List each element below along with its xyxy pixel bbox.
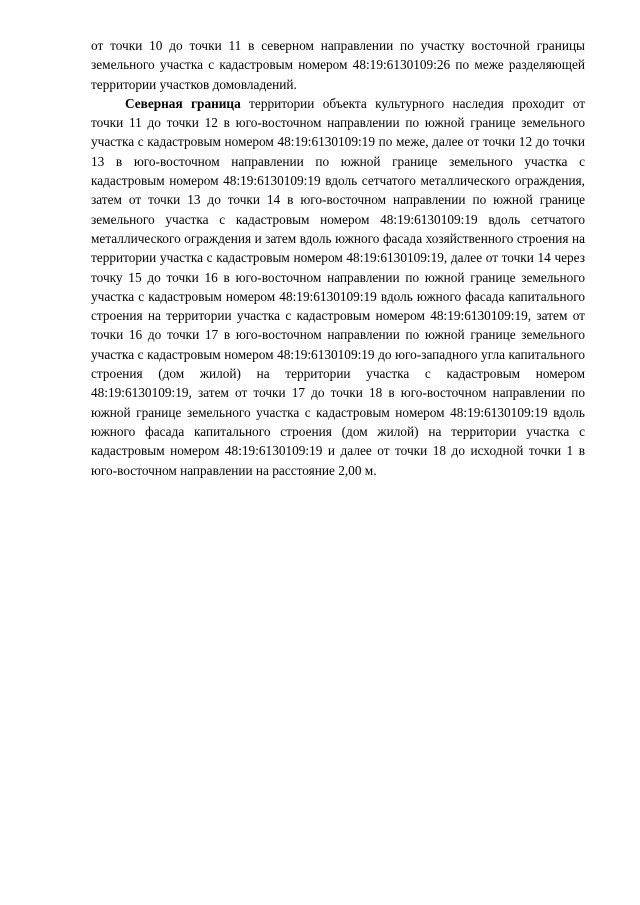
paragraph-north-boundary <box>91 94 585 480</box>
north-boundary-text: территории объекта культурного наследия проходит от точки 11 до точки 12 в юго-восточном направлении по южной границе земельного участка с кадастровым номером 48:19:6130109:19 по меже, далее от точки 12 до точки 13 в юго-восточном направлении по южной границе земельного участка с кадастровым номером 48:19:6130109:19 вдоль сетчатого металлического ограждения, затем от точки 13 до точки 14 в юго-восточном направлении по южной границе земельного участка с кадастровым номером 48:19:6130109:19 вдоль сетчатого металлического ограждения и затем вдоль южного фасада хозяйственного строения на территории участка с кадастровым номером 48:19:6130109:19, далее от точки 14 через точку 15 до точки 16 в юго-восточном направлении по южной границе земельного участка с кадастровым номером 48:19:6130109:19 вдоль южного фасада капитального строения на территории участка с кадастровым номером 48:19:6130109:19, затем от точки 16 до точки 17 в юго-восточном направлении по южной границе земельного участка с кадастровым номером 48:19:6130109:19 до юго-западного угла капитального строения (дом жилой) на территории участка с кадастровым номером 48:19:6130109:19, затем от точки 17 до точки 18 в юго-восточном направлении по южной границе земельного участка с кадастровым номером 48:19:6130109:19 вдоль южного фасада капитального строения (дом жилой) на территории участка с кадастровым номером 48:19:6130109:19 и далее от точки 18 до исходной точки 1 в юго-восточном направлении на расстояние 2,00 м. <box>91 95 586 478</box>
document-page <box>91 36 585 480</box>
north-boundary-heading: Северная граница <box>125 95 241 111</box>
paragraph-east-boundary-end: от точки 10 до точки 11 в северном направлении по участку восточной границы земельного участка с кадастровым номером 48:19:6130109:26 по меже разделяющей территории участков домовладений. <box>91 38 585 92</box>
